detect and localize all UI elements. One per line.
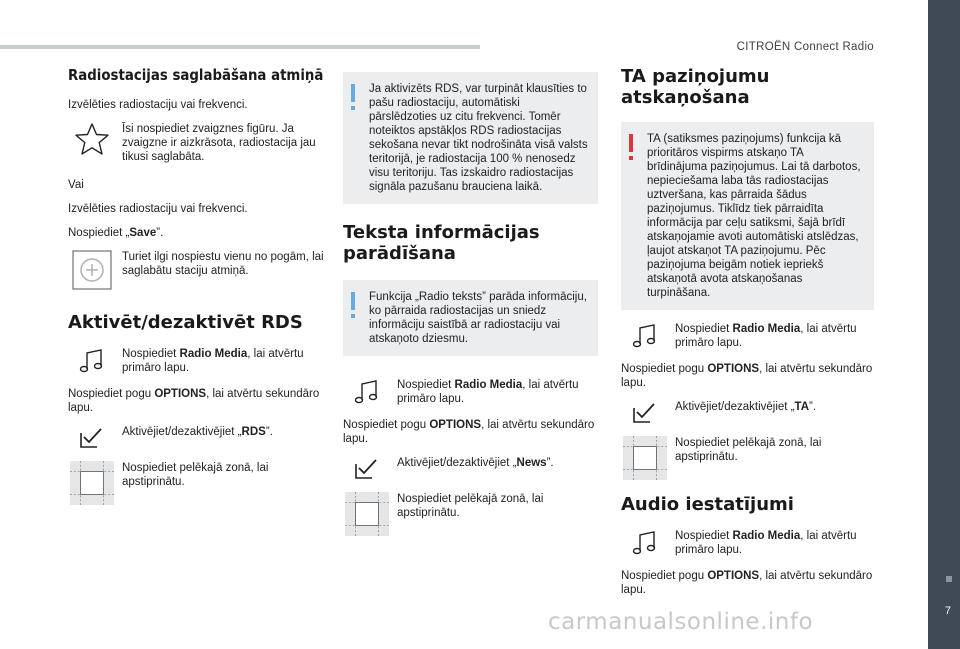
section-title-text-info: Teksta informācijas parādīšana [343, 222, 540, 264]
step-radio-media: Nospiediet Radio Media, lai atvērtu primāro lapu. [621, 529, 874, 559]
page-number: 7 [944, 605, 951, 617]
step-text: Nospiediet pelēkajā zonā, lai apstiprinātu. [675, 437, 822, 463]
step-text: Turiet ilgi nospiestu vienu no pogām, lai saglabātu staciju atmiņā. [122, 251, 324, 277]
music-note-icon [352, 378, 382, 408]
sidebar-marker [946, 576, 952, 582]
step-radio-media: Nospiediet Radio Media, lai atvērtu primāro lapu. [68, 347, 328, 377]
step-radio-media: Nospiediet Radio Media, lai atvērtu primāro lapu. [621, 322, 874, 352]
star-icon [74, 122, 110, 156]
grey-zone-icon [623, 436, 667, 480]
step-grey-zone [68, 461, 328, 505]
step-grey-zone [621, 436, 874, 480]
section-title-audio: Audio iestatījumi [621, 494, 794, 515]
grey-zone-icon [345, 492, 389, 536]
plus-icon [72, 250, 112, 290]
section-title-rds: Aktivēt/dezaktivēt RDS [68, 312, 303, 333]
info-icon [351, 84, 355, 102]
grey-zone-icon [70, 461, 114, 505]
music-note-icon [77, 347, 107, 377]
checkbox-icon [77, 425, 107, 451]
music-note-icon [630, 529, 660, 559]
header-rule [0, 45, 480, 49]
paragraph-options: Nospiediet pogu OPTIONS, lai atvērtu sekundāro lapu. [68, 388, 320, 414]
info-box-radiotext: Funkcija „Radio teksts” parāda informāciju, ko pārraida radiostacijas un sniedz informāciju saistībā ar radiostaciju vai atskaņoto dziesmu. [343, 280, 598, 356]
paragraph: Izvēlēties radiostaciju vai frekvenci. [68, 99, 248, 111]
step-radio-media: Nospiediet Radio Media, lai atvērtu primāro lapu. [343, 378, 598, 408]
paragraph-options: Nospiediet pogu OPTIONS, lai atvērtu sekundāro lapu. [621, 363, 873, 389]
paragraph-options: Nospiediet pogu OPTIONS, lai atvērtu sekundāro lapu. [621, 570, 873, 596]
step-grey-zone [343, 492, 598, 536]
step-plus [68, 250, 328, 290]
step-text: Īsi nospiediet zvaigznes figūru. Ja zvaigzne ir aizkrāsota, radiostacija jau tikusi saglabāta. [122, 123, 316, 163]
checkbox-icon [352, 456, 382, 482]
watermark: carmanualsonline.info [548, 609, 814, 635]
paragraph: Izvēlēties radiostaciju vai frekvenci. [68, 203, 248, 215]
column-2 [343, 72, 598, 546]
info-box-rds: Ja aktivizēts RDS, var turpināt klausīties to pašu radiostaciju, automātiski pārslēdzoties uz citu frekvenci. Tomēr noteiktos apstākļos RDS radiostacijas sekošana nevar tikt nodrošināta visā valsts teritorijā, je radiostacija 100 % nenosedz visu teritoriju. Tas izskaidro radiostacijas signāla pazušanu brauciena laikā. [343, 72, 598, 204]
warning-box-ta: TA (satiksmes paziņojums) funkcija kā prioritāros vispirms atskaņo TA brīdinājuma paziņojumus. Lai tā darbotos, nepieciešama laba tās radiostacijas uztveršana, kas pārraida šādus paziņojumus. Tiklīdz tiek pārraidīta informācija par ceļu satiksmi, šajā brīdī atskaņojamie avoti automātiski atslēdzas, ļaujot atskaņot TA paziņojumu. Pēc paziņojuma beigām notiek iepriekš atskaņotā avota atskaņošanas turpināšana. [621, 122, 874, 310]
warning-icon [629, 134, 633, 152]
section-title-ta: TA paziņojumu atskaņošana [621, 66, 770, 108]
step-activate: Aktivējiet/dezaktivējiet „TA”. [621, 400, 874, 426]
info-icon [351, 292, 355, 310]
music-note-icon [630, 322, 660, 352]
paragraph-save: Nospiediet „Save”. [68, 227, 164, 239]
paragraph-options: Nospiediet pogu OPTIONS, lai atvērtu sekundāro lapu. [343, 419, 595, 445]
paragraph-or: Vai [68, 179, 84, 191]
checkbox-icon [630, 400, 660, 426]
section-title-save: Radiostacijas saglabāšana atmiņā [68, 66, 324, 84]
step-text: Nospiediet pelēkajā zonā, lai apstiprinātu. [122, 462, 269, 488]
brand-title: CITROËN Connect Radio [736, 41, 874, 53]
page-sidebar [928, 0, 960, 649]
column-3 [621, 66, 874, 607]
step-activate: Aktivējiet/dezaktivējiet „News”. [343, 456, 598, 482]
step-activate: Aktivējiet/dezaktivējiet „RDS”. [68, 425, 328, 451]
column-1 [68, 62, 328, 515]
step-text: Nospiediet pelēkajā zonā, lai apstiprinātu. [397, 493, 544, 519]
step-star [68, 122, 328, 164]
